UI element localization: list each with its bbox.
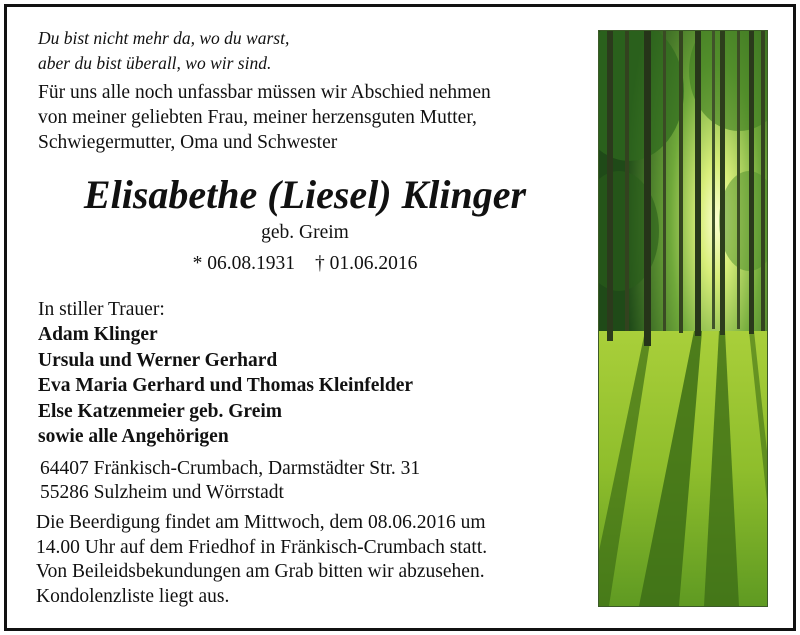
intro-text [38,80,491,155]
deceased-name: Elisabethe (Liesel) Klinger [83,172,527,217]
mourner-name: Eva Maria Gerhard und Thomas Kleinfelder [38,375,414,396]
intro-line-2: von meiner geliebten Frau, meiner herzensguten Mutter, [38,107,477,128]
mourners-list [38,322,413,450]
funeral-line: 14.00 Uhr auf dem Friedhof in Fränkisch-Crumbach statt. [36,536,488,558]
forest-sunlight-picture [598,30,768,607]
death-date: † 01.06.2016 [315,253,418,274]
birth-name: geb. Greim [261,222,349,243]
mourner-name: Else Katzenmeier geb. Greim [38,400,283,422]
addresses [40,457,420,505]
quote-line-2: aber du bist überall, wo wir sind. [38,53,272,73]
memorial-quote [38,26,289,76]
life-dates [40,251,570,276]
funeral-line: Die Beerdigung findet am Mittwoch, dem 08.06.2016 um [36,512,486,533]
funeral-line: Kondolenzliste liegt aus. [36,585,230,607]
quote-line-1: Du bist nicht mehr da, wo du warst, [38,28,290,48]
birth-date: * 06.08.1931 [192,253,295,274]
mourner-name: sowie alle Angehörigen [38,426,229,447]
mourning-label: In stiller Trauer: [38,299,165,320]
mourner-name: Ursula und Werner Gerhard [38,349,278,371]
intro-line-3: Schwiegermutter, Oma und Schwester [38,132,338,153]
address-line: 64407 Fränkisch-Crumbach, Darmstädter Str. 31 [40,458,421,479]
funeral-line: Von Beileidsbekundungen am Grab bitten wir abzusehen. [36,561,485,582]
mourner-name: Adam Klinger [38,324,158,345]
address-line: 55286 Sulzheim und Wörrstadt [40,482,284,503]
funeral-info [36,511,487,609]
intro-line-1: Für uns alle noch unfassbar müssen wir Abschied nehmen [38,82,491,103]
